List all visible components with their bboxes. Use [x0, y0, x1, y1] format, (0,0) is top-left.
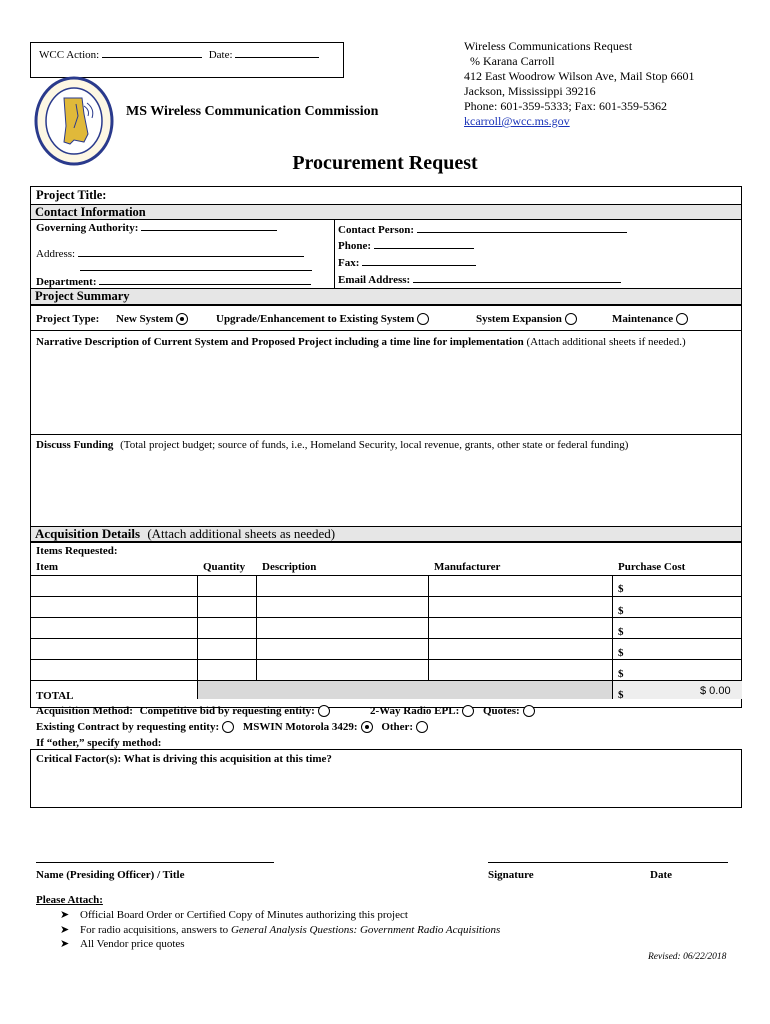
- address-row: [36, 248, 304, 260]
- attach-item-text: All Vendor price quotes: [80, 938, 185, 950]
- cost-dollar: $: [618, 647, 624, 659]
- divider: [30, 434, 742, 435]
- signature-line[interactable]: [488, 862, 728, 863]
- email-row: [338, 274, 621, 286]
- attach-item: [60, 937, 500, 952]
- radio-mswin[interactable]: [361, 721, 373, 733]
- cost-dollar: $: [618, 605, 624, 617]
- radio-other[interactable]: [416, 721, 428, 733]
- radio-upgrade[interactable]: [417, 313, 429, 325]
- address-line: Jackson, Mississippi 39216: [464, 84, 596, 98]
- competitive-bid-label: Competitive bid by requesting entity:: [139, 705, 315, 717]
- method-label: Acquisition Method:: [36, 705, 133, 717]
- revised-date: Revised: 06/22/2018: [648, 952, 727, 962]
- mailing-address: [464, 39, 695, 129]
- project-type-new-system[interactable]: [116, 313, 188, 325]
- acquisition-bar: [30, 526, 742, 542]
- funding-heading: [36, 439, 628, 451]
- critical-label: Critical Factor(s): [36, 753, 118, 765]
- critical-question: : What is driving this acquisition at this time?: [117, 753, 332, 765]
- attach-item-text: For radio acquisitions, answers to: [80, 923, 231, 936]
- quotes-label: Quotes:: [482, 705, 520, 717]
- col-description: Description: [262, 561, 317, 573]
- date-label: Date: [650, 869, 672, 881]
- address-label: Address:: [36, 248, 76, 260]
- cost-dollar: $: [618, 583, 624, 595]
- critical-factors-textarea[interactable]: [34, 768, 736, 804]
- critical-factors-heading: [36, 753, 332, 765]
- fax-label: Fax:: [338, 257, 360, 269]
- narrative-label: Narrative Description of Current System and Proposed Project including a time line for implementation: [36, 336, 524, 348]
- project-summary-label: Project Summary: [35, 289, 130, 303]
- attach-item: [60, 923, 500, 938]
- existing-contract-label: Existing Contract by requesting entity:: [36, 721, 220, 733]
- attach-item-italic: General Analysis Questions: Government Radio Acquisitions: [230, 923, 501, 936]
- phone-field[interactable]: [374, 248, 474, 249]
- department-row: [36, 276, 311, 288]
- option-label: Upgrade/Enhancement to Existing System: [216, 313, 415, 325]
- wcc-date-label: Date:: [208, 49, 233, 61]
- narrative-textarea[interactable]: [34, 352, 736, 430]
- cost-dollar: $: [618, 668, 624, 680]
- funding-label: Discuss Funding: [36, 439, 114, 451]
- email-link[interactable]: kcarroll@wcc.ms.gov: [464, 114, 570, 128]
- col-manufacturer: Manufacturer: [434, 561, 501, 573]
- phone-row: [338, 240, 474, 252]
- project-type-label: Project Type:: [36, 313, 100, 325]
- other-label: Other:: [381, 721, 414, 733]
- existing-contract-row: [36, 721, 428, 733]
- project-summary-bar: [30, 288, 742, 305]
- other-specify-label: If “other,” specify method:: [36, 737, 162, 749]
- fax-field[interactable]: [362, 265, 476, 266]
- department-label: Department:: [36, 276, 97, 288]
- please-attach-label: Please Attach:: [36, 894, 103, 906]
- row-line: [30, 575, 742, 576]
- address-field-2[interactable]: [80, 270, 312, 271]
- radio-competitive-bid[interactable]: [318, 705, 330, 717]
- project-title-label: Project Title:: [36, 188, 107, 202]
- department-field[interactable]: [99, 284, 311, 285]
- phone-label: Phone:: [338, 240, 371, 252]
- col-quantity: Quantity: [203, 561, 246, 573]
- radio-existing-contract[interactable]: [222, 721, 234, 733]
- cost-dollar: $: [618, 626, 624, 638]
- radio-two-way-epl[interactable]: [462, 705, 474, 717]
- radio-maintenance[interactable]: [676, 313, 688, 325]
- row-line: [30, 659, 742, 660]
- address-line: Phone: 601-359-5333; Fax: 601-359-5362: [464, 99, 667, 113]
- radio-quotes[interactable]: [523, 705, 535, 717]
- narrative-note: (Attach additional sheets if needed.): [526, 336, 686, 348]
- option-label: New System: [116, 313, 174, 325]
- wcc-action-box: [30, 42, 344, 78]
- radio-expansion[interactable]: [565, 313, 577, 325]
- two-way-radio-option: [370, 705, 535, 717]
- contact-info-label: Contact Information: [35, 205, 146, 219]
- address-line: Wireless Communications Request: [464, 39, 633, 53]
- governing-authority-label: Governing Authority:: [36, 222, 139, 234]
- wcc-action-label: WCC Action:: [39, 49, 100, 61]
- address-field-1[interactable]: [78, 256, 304, 257]
- org-name: MS Wireless Communication Commission: [126, 104, 379, 119]
- project-type-expansion[interactable]: [476, 313, 577, 325]
- funding-note: (Total project budget; source of funds, i.e., Homeland Security, local revenue, grants, other state or federal funding): [120, 439, 629, 451]
- total-label: TOTAL: [36, 690, 74, 702]
- arrow-bullet-icon: ➤: [60, 909, 70, 921]
- attach-item: [60, 908, 500, 923]
- signature-label: Signature: [488, 869, 534, 881]
- governing-authority-row: [36, 222, 277, 234]
- fax-row: [338, 257, 476, 269]
- two-way-label: 2-Way Radio EPL:: [370, 705, 460, 717]
- contact-person-field[interactable]: [417, 232, 627, 233]
- arrow-bullet-icon: ➤: [60, 923, 70, 936]
- attach-list: [60, 908, 500, 952]
- acquisition-method-row: [36, 705, 330, 717]
- mswin-label: MSWIN Motorola 3429:: [242, 721, 358, 733]
- row-line: [30, 638, 742, 639]
- total-value: $ 0.00: [700, 685, 731, 697]
- option-label: Maintenance: [612, 313, 674, 325]
- total-shaded-cell: [198, 681, 612, 699]
- row-line: [30, 617, 742, 618]
- attach-item-text: Official Board Order or Certified Copy of Minutes authorizing this project: [80, 909, 408, 921]
- items-table: [30, 575, 742, 699]
- presiding-officer-line[interactable]: [36, 862, 274, 863]
- contact-info-bar: [30, 204, 742, 220]
- presiding-officer-label: Name (Presiding Officer) / Title: [36, 869, 185, 881]
- contact-person-row: [338, 224, 627, 236]
- acquisition-label: Acquisition Details: [35, 526, 141, 541]
- option-label: System Expansion: [476, 313, 562, 325]
- project-type-maintenance[interactable]: [612, 313, 688, 325]
- divider: [30, 330, 742, 331]
- address-line: 412 East Woodrow Wilson Ave, Mail Stop 6601: [464, 69, 695, 83]
- acquisition-note: (Attach additional sheets as needed): [147, 526, 336, 541]
- col-item: Item: [36, 561, 58, 573]
- col-purchase-cost: Purchase Cost: [618, 561, 686, 573]
- email-address-label: Email Address:: [338, 274, 411, 286]
- cost-dollar: $: [618, 689, 624, 701]
- address-line: % Karana Carroll: [470, 54, 555, 68]
- radio-new-system[interactable]: [176, 313, 188, 325]
- column-divider: [334, 220, 335, 288]
- narrative-heading: [36, 336, 686, 348]
- project-type-upgrade[interactable]: [216, 313, 429, 325]
- wcc-action-field[interactable]: [102, 57, 202, 58]
- funding-textarea[interactable]: [34, 455, 736, 521]
- wcc-action-row: [39, 49, 319, 61]
- governing-authority-field[interactable]: [141, 230, 277, 231]
- row-line: [30, 596, 742, 597]
- wcc-date-field[interactable]: [235, 57, 319, 58]
- col-line: [428, 575, 429, 680]
- contact-person-label: Contact Person:: [338, 224, 415, 236]
- page-title: Procurement Request: [292, 152, 478, 174]
- email-address-field[interactable]: [413, 282, 621, 283]
- items-requested-label: Items Requested:: [36, 545, 118, 557]
- arrow-bullet-icon: ➤: [60, 938, 70, 950]
